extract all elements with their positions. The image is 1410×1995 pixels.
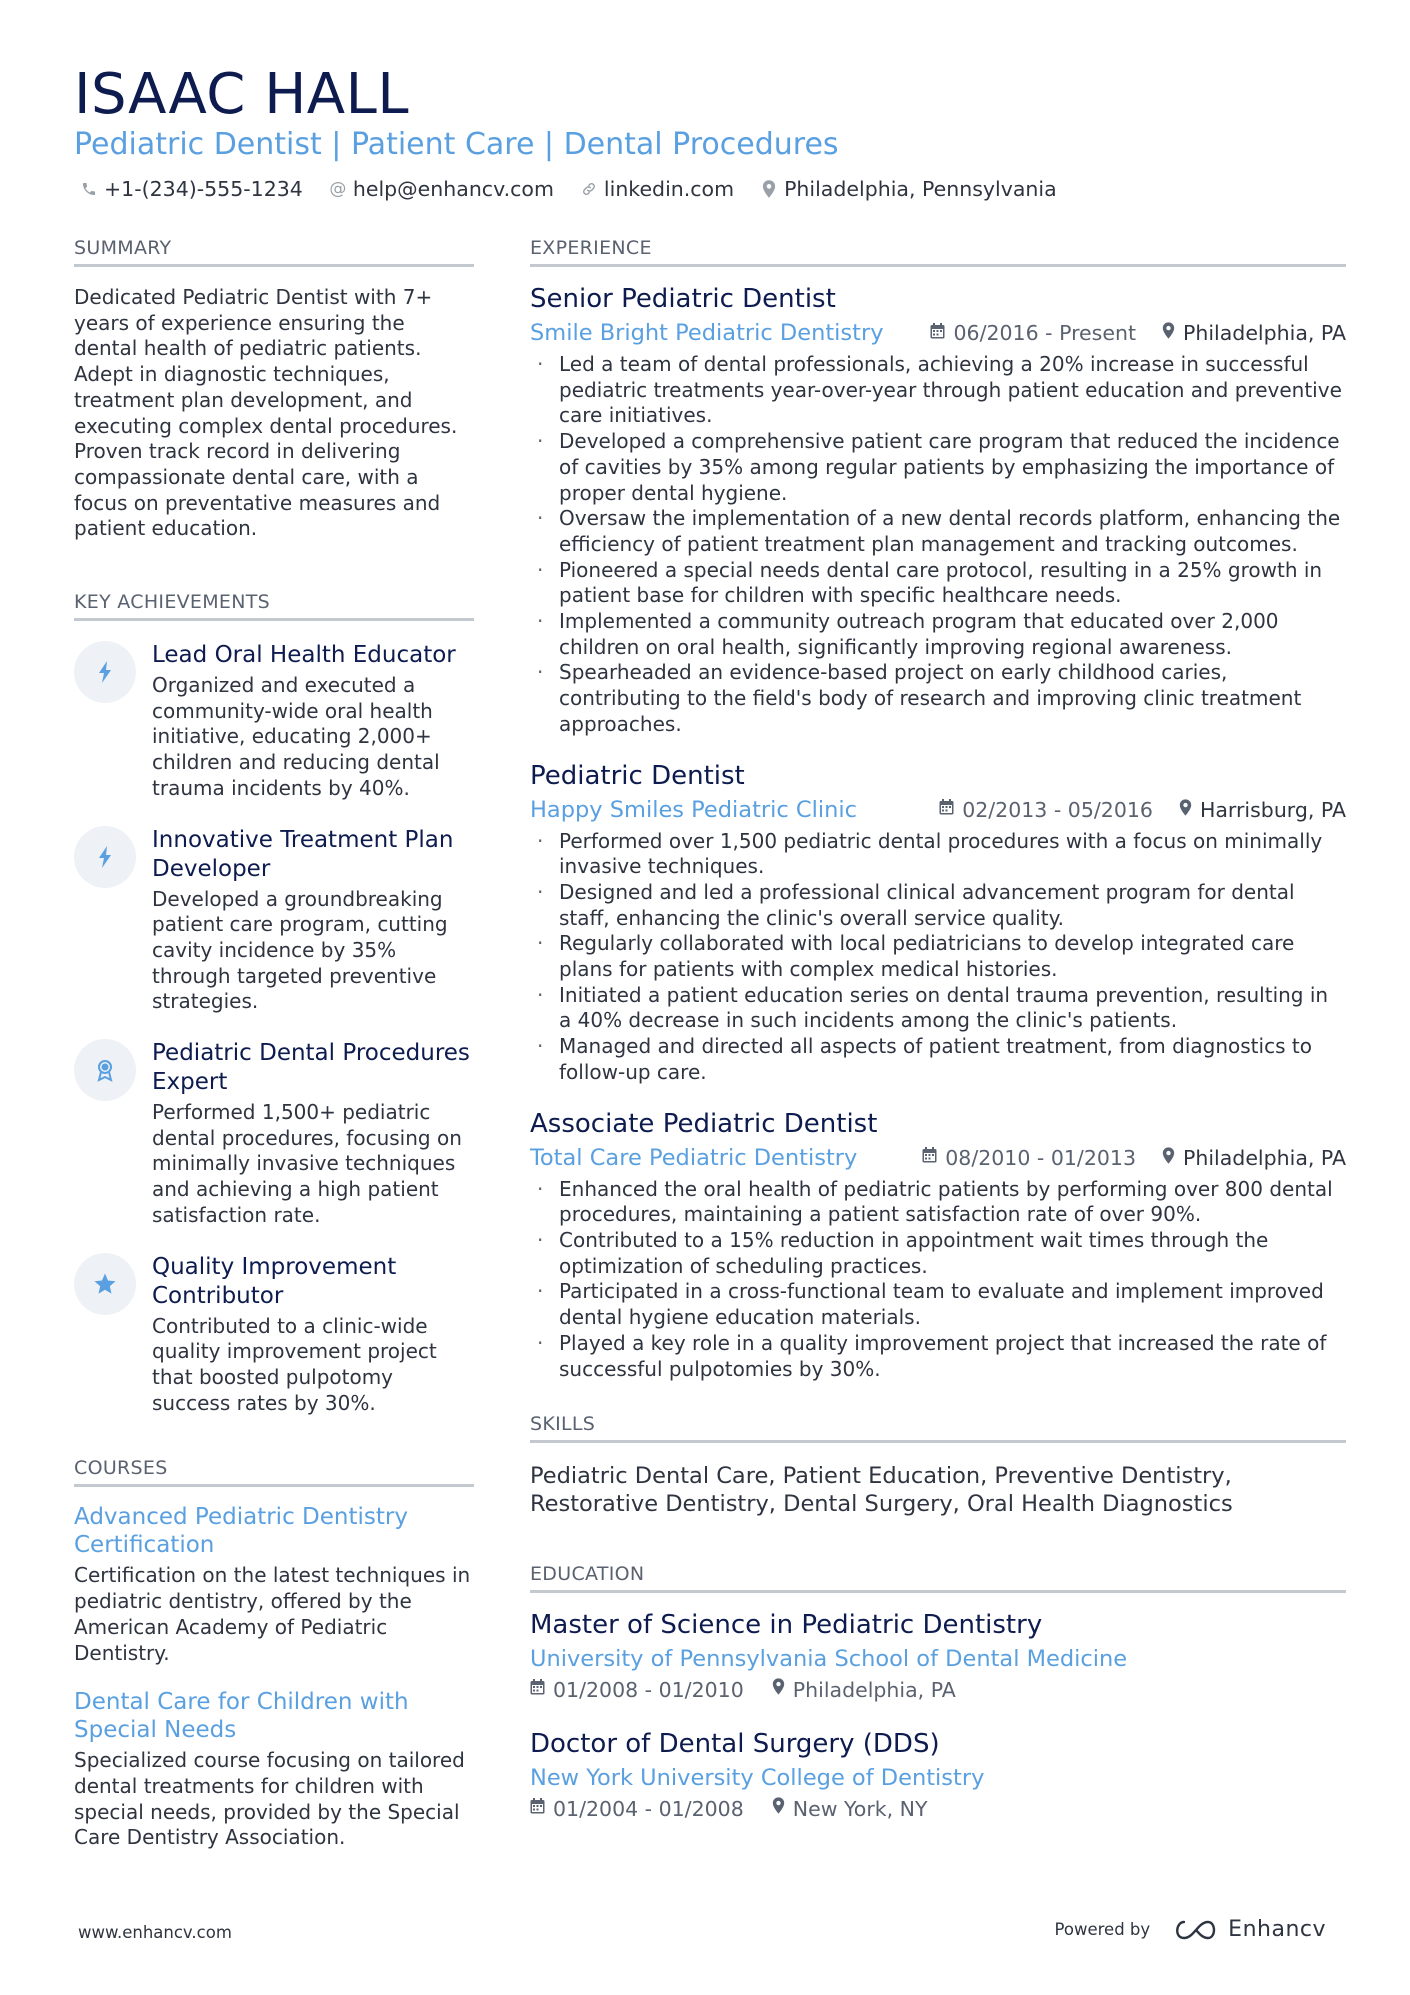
calendar-icon (530, 1795, 545, 1823)
degree-title: Master of Science in Pediatric Dentistry (530, 1610, 1043, 1641)
job-bullets (530, 352, 1346, 738)
job-location-text: Philadelphia, PA (1183, 321, 1346, 345)
job-dates-text: 02/2013 - 05/2016 (962, 797, 1153, 822)
location-pin-icon (760, 180, 778, 198)
achievement-title: Lead Oral Health Educator (152, 642, 456, 669)
job-dates-text: 08/2010 - 01/2013 (945, 1145, 1136, 1170)
achievement-item (74, 641, 474, 802)
course-desc: Specialized course focusing on tailored dental treatments for children with special needs, provided by the Special Care Dentistry Association. (74, 1748, 465, 1850)
bullet-item: · Contributed to a 15% reduction in appointment wait times through the optimization of scheduling practices. (537, 1227, 1269, 1278)
phone-text: +1-(234)-555-1234 (104, 177, 303, 201)
job-entry (530, 1108, 1346, 1383)
job-location-text: Harrisburg, PA (1199, 797, 1346, 822)
contact-email[interactable] (329, 177, 554, 201)
job-bullets (530, 1177, 1346, 1383)
location-pin-icon (1179, 799, 1192, 821)
headline: Pediatric Dentist | Patient Care | Dental Procedures (74, 127, 839, 162)
achievement-title: Innovative Treatment Plan Developer (152, 826, 454, 882)
education-location (772, 1676, 956, 1704)
course-item (74, 1688, 474, 1851)
bullet-item: · Designed and led a professional clinical advancement program for dental staff, enhancing the clinic's overall service quality. (537, 879, 1295, 930)
degree-title: Doctor of Dental Surgery (DDS) (530, 1729, 940, 1760)
linkedin-text: linkedin.com (603, 177, 735, 201)
enhancv-logo (1172, 1917, 1326, 1942)
bullet-item: · Enhanced the oral health of pediatric patients by performing over 800 dental procedures, maintaining a patient satisfaction rate of over 90%. (537, 1176, 1333, 1227)
education-dates (530, 1676, 744, 1704)
job-location-text: Philadelphia, PA (1183, 1145, 1346, 1170)
education-location-text: New York, NY (792, 1797, 928, 1822)
contact-phone[interactable] (80, 177, 303, 201)
bullet-item: · Played a key role in a quality improvement project that increased the rate of successful pulpotomies by 30%. (537, 1330, 1327, 1381)
bullet-item: · Initiated a patient education series on dental trauma prevention, resulting in a 40% decrease in such incidents among the clinic's patients. (537, 982, 1329, 1033)
job-location (1162, 1146, 1346, 1170)
bullet-item: · Performed over 1,500 pediatric dental procedures with a focus on minimally invasive techniques. (537, 828, 1323, 879)
course-title: Dental Care for Children with Special Needs (74, 1689, 409, 1744)
job-entry (530, 283, 1346, 738)
job-title: Senior Pediatric Dentist (530, 284, 836, 314)
bullet-item: · Pioneered a special needs dental care protocol, resulting in a 25% growth in patient base for children with specific healthcare needs. (537, 557, 1323, 608)
achievements-section (74, 590, 474, 1416)
achievement-item (74, 1253, 474, 1417)
job-dates-text: 06/2016 - Present (953, 321, 1136, 345)
bullet-item: · Regularly collaborated with local pediatricians to develop integrated care plans for patients with complex medical histories. (537, 931, 1295, 982)
job-dates (922, 1146, 1136, 1170)
job-bullets (530, 829, 1346, 1086)
award-icon (74, 1039, 136, 1101)
course-title: Advanced Pediatric Dentistry Certification (74, 1504, 408, 1559)
bullet-item: · Managed and directed all aspects of patient treatment, from diagnostics to follow-up care. (537, 1034, 1312, 1084)
course-desc: Certification on the latest techniques in pediatric dentistry, offered by the American Academy of Pediatric Dentistry. (74, 1563, 471, 1665)
education-location (772, 1795, 928, 1823)
achievement-title: Quality Improvement Contributor (152, 1253, 397, 1309)
job-title: Associate Pediatric Dentist (530, 1108, 878, 1139)
at-icon: @ (329, 179, 347, 199)
bullet-item: · Implemented a community outreach program that educated over 2,000 children on oral health, significantly improving regional awareness. (537, 609, 1279, 659)
lightning-icon (74, 641, 136, 703)
course-item (74, 1503, 474, 1666)
achievement-desc: Performed 1,500+ pediatric dental procedures, focusing on minimally invasive techniques and achieving a high patient satisfaction rate. (152, 1100, 462, 1227)
skills-section (530, 1412, 1346, 1518)
education-dates-text: 01/2004 - 01/2008 (553, 1797, 744, 1822)
summary-heading: SUMMARY (74, 236, 474, 267)
bullet-item: · Participated in a cross-functional team to evaluate and implement improved dental hygiene education materials. (537, 1279, 1324, 1330)
skills-text: Pediatric Dental Care, Patient Education, Preventive Dentistry, Restorative Dentistry, Dental Surgery, Oral Health Diagnostics (530, 1463, 1233, 1517)
job-entry (530, 760, 1346, 1086)
calendar-icon (922, 1147, 937, 1168)
experience-heading: EXPERIENCE (530, 236, 1346, 267)
job-location (1162, 321, 1346, 345)
summary-section (74, 236, 474, 542)
calendar-icon (530, 1676, 545, 1704)
calendar-icon (939, 799, 954, 820)
achievement-title: Pediatric Dental Procedures Expert (152, 1040, 470, 1096)
phone-icon (80, 181, 98, 197)
education-section (530, 1562, 1346, 1823)
achievement-item (74, 1039, 474, 1229)
job-location (1179, 798, 1346, 822)
email-text: help@enhancv.com (352, 177, 554, 201)
courses-section (74, 1456, 474, 1851)
left-column (74, 236, 474, 1873)
education-dates (530, 1795, 744, 1823)
job-dates (939, 798, 1153, 822)
job-company: Total Care Pediatric Dentistry (530, 1144, 858, 1171)
experience-section (530, 236, 1346, 1382)
bullet-item: · Led a team of dental professionals, achieving a 20% increase in successful pediatric treatments year-over-year through patient education and preventive care initiatives. (537, 352, 1342, 428)
job-company: Smile Bright Pediatric Dentistry (530, 320, 884, 346)
school-name: New York University College of Dentistry (530, 1765, 985, 1792)
job-title: Pediatric Dentist (530, 760, 745, 791)
star-icon (74, 1253, 136, 1315)
bullet-item: · Oversaw the implementation of a new dental records platform, enhancing the efficiency of patient treatment plan management and tracking outcomes. (537, 506, 1341, 556)
job-company: Happy Smiles Pediatric Clinic (530, 796, 858, 823)
skills-heading: SKILLS (530, 1412, 1346, 1443)
education-location-text: Philadelphia, PA (792, 1678, 956, 1703)
education-dates-text: 01/2008 - 01/2010 (553, 1678, 744, 1703)
courses-heading: COURSES (74, 1456, 474, 1487)
location-pin-icon (1162, 322, 1175, 344)
lightning-icon (74, 826, 136, 888)
achievements-heading: KEY ACHIEVEMENTS (74, 590, 474, 621)
contact-linkedin[interactable] (580, 177, 734, 201)
contact-bar (80, 177, 1057, 201)
achievement-desc: Organized and executed a community-wide oral health initiative, educating 2,000+ children and reducing dental trauma incidents by 40%. (152, 673, 440, 800)
education-heading: EDUCATION (530, 1562, 1346, 1593)
location-pin-icon (772, 1676, 785, 1704)
contact-location (760, 177, 1057, 201)
brand-name: Enhancv (1228, 1917, 1326, 1942)
right-column (530, 236, 1346, 1847)
achievement-desc: Developed a groundbreaking patient care program, cutting cavity incidence by 35% through targeted preventive strategies. (152, 886, 448, 1014)
achievement-item (74, 826, 474, 1016)
summary-text: Dedicated Pediatric Dentist with 7+ years of experience ensuring the dental health of pediatric patients. Adept in diagnostic techniques, treatment plan development, and executing complex dental procedures. Proven track record in delivering compassionate dental care, with a focus on preventative measures and patient education. (74, 285, 458, 541)
achievement-desc: Contributed to a clinic-wide quality improvement project that boosted pulpotomy success rates by 30%. (152, 1313, 437, 1415)
location-text: Philadelphia, Pennsylvania (784, 177, 1057, 201)
school-name: University of Pennsylvania School of Dental Medicine (530, 1646, 1128, 1673)
candidate-name: ISAAC HALL (74, 62, 410, 127)
footer-branding[interactable] (1055, 1917, 1326, 1942)
bullet-item: · Developed a comprehensive patient care program that reduced the incidence of cavities by 35% among regular patients by emphasizing the importance of proper dental hygiene. (537, 429, 1340, 505)
calendar-icon (930, 323, 945, 344)
footer-website[interactable]: www.enhancv.com (78, 1923, 232, 1942)
powered-by-text: Powered by (1054, 1920, 1151, 1939)
bullet-item: · Spearheaded an evidence-based project on early childhood caries, contributing to the field's body of research and improving clinic treatment approaches. (537, 660, 1302, 736)
location-pin-icon (1162, 1147, 1175, 1169)
link-icon (580, 181, 598, 197)
location-pin-icon (772, 1795, 785, 1823)
job-dates (930, 321, 1136, 345)
education-entry (530, 1609, 1346, 1704)
education-entry (530, 1728, 1346, 1823)
